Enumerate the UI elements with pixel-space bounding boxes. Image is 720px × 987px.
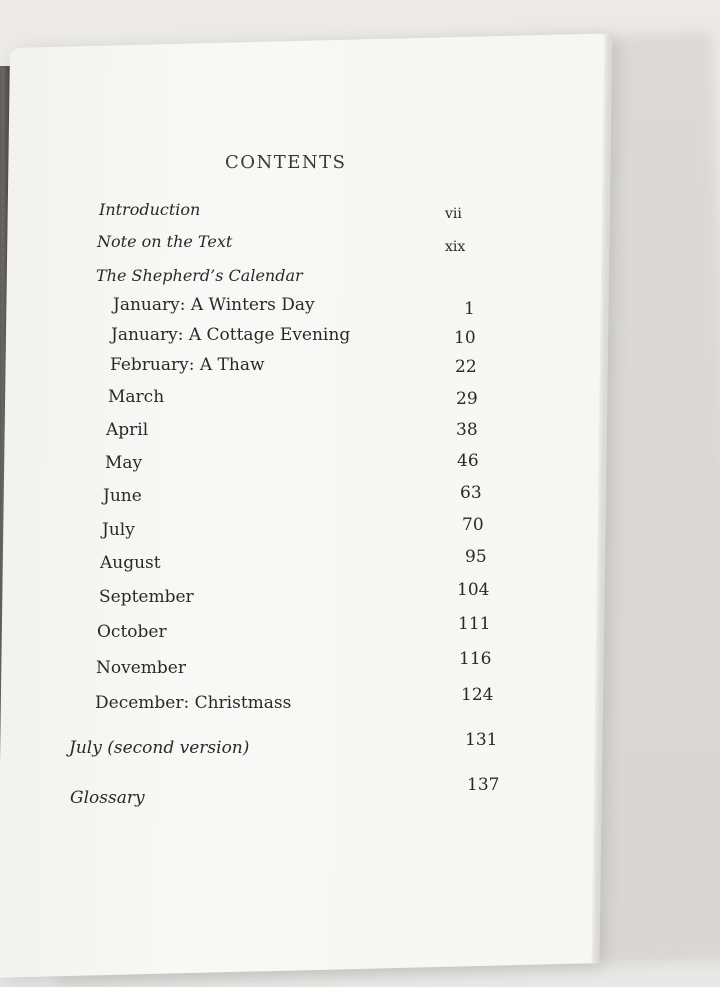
toc-entry-title: February: A Thaw <box>110 355 265 375</box>
toc-entry-title: January: A Winters Day <box>113 295 315 315</box>
toc-entry-title: Glossary <box>70 788 145 808</box>
toc-entry-page: vii <box>445 206 462 222</box>
toc-entry-title: Introduction <box>99 200 201 219</box>
toc-entry-title: Note on the Text <box>97 232 233 251</box>
toc-entry-page: 104 <box>457 580 490 600</box>
toc-entry-page: 46 <box>457 451 479 471</box>
toc-entry-page: 111 <box>458 614 491 634</box>
toc-entry-title: July (second version) <box>69 738 250 758</box>
toc-entry-title: September <box>99 587 194 607</box>
toc-entry-page: 10 <box>454 328 476 348</box>
toc-entry-title: June <box>103 486 142 506</box>
toc-entry-title: The Shepherd’s Calendar <box>96 266 303 285</box>
toc-entry-title: April <box>106 420 149 440</box>
toc-entry-title: July <box>102 520 135 540</box>
toc-entry-page: 116 <box>459 649 492 669</box>
toc-entry-title: May <box>105 453 143 473</box>
toc-entry-page: 38 <box>456 420 478 440</box>
toc-entry-page: 137 <box>467 775 500 795</box>
toc-entry-title: November <box>96 658 186 678</box>
toc-entry-title: January: A Cottage Evening <box>111 325 351 345</box>
toc-entry-page: 124 <box>461 685 494 705</box>
toc-entry-page: 22 <box>455 357 477 377</box>
toc-entry-title: December: Christmass <box>95 693 292 713</box>
toc-entry-page: 63 <box>460 483 482 503</box>
contents-heading: CONTENTS <box>225 152 347 173</box>
toc-entry-page: 1 <box>464 299 475 319</box>
toc-entry-title: March <box>108 387 165 407</box>
toc-entry-title: August <box>100 553 161 573</box>
toc-entry-page: 131 <box>465 730 498 750</box>
toc-entry-page: xix <box>445 239 466 255</box>
toc-entry-title: October <box>97 622 167 642</box>
toc-entry-page: 70 <box>462 515 484 535</box>
toc-entry-page: 95 <box>465 547 487 567</box>
toc-entry-page: 29 <box>456 389 478 409</box>
